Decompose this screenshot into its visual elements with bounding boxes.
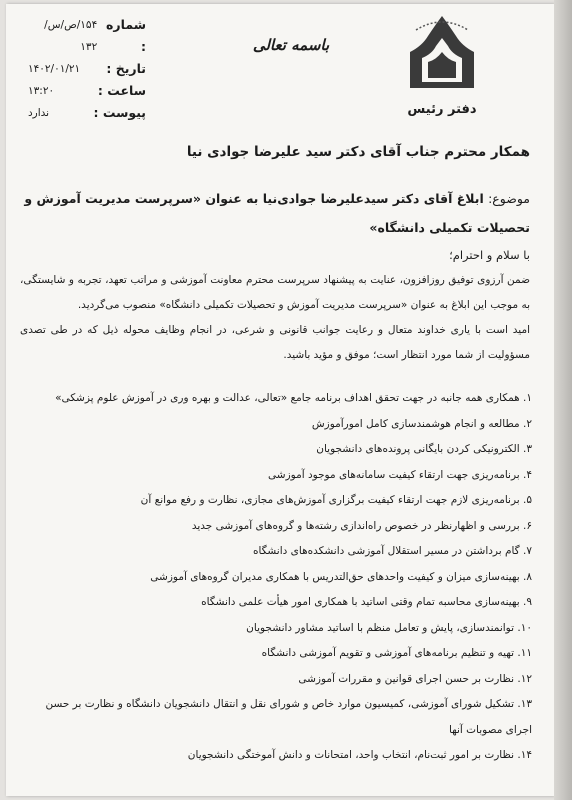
subject-label: موضوع: <box>488 191 530 206</box>
meta-value: ۱۳:۲۰ <box>28 85 55 97</box>
office-caption: دفتر رئیس <box>407 102 477 117</box>
list-item: ۴. برنامه‌ریزی جهت ارتقاء کیفیت سامانه‌های موجود آموزشی <box>268 468 532 481</box>
meta-date <box>28 58 146 80</box>
list-item: ۵. برنامه‌ریزی لازم جهت ارتقاء کیفیت برگزاری آموزش‌های مجازی، نظارت و رفع موانع آن <box>140 494 532 506</box>
list-item: ۷. گام برداشتن در مسیر استقلال آموزشی دانشکده‌های دانشگاه <box>252 545 532 557</box>
list-item: ۱۰. توانمندسازی، پایش و تعامل منظم با اساتید مشاور دانشجویان <box>246 621 532 634</box>
list-item: ۶. بررسی و اظهارنظر در خصوص راه‌اندازی رشته‌ها و گروه‌های آموزشی جدید <box>191 519 532 532</box>
list-item: ۹. بهینه‌سازی محاسبه تمام وقتی اساتید با همکاری امور هیأت علمی دانشگاه <box>201 596 532 608</box>
list-item: ۱. همکاری همه جانبه در جهت تحقق اهداف برنامه جامع «تعالی، عدالت و بهره وری در آموزش علوم پزشکی» <box>55 392 532 404</box>
meta-time <box>28 80 146 102</box>
duties-list <box>22 386 532 769</box>
paragraph-appointment: ضمن آرزوی توفیق روزافزون، عنایت به پیشنهاد سرپرست محترم معاونت آموزشی و مراتب تعهد، تجربه و شایستگی، به موجب این ابلاغ به عنوان «سرپرست مدیریت آموزش و تحصیلات تکمیلی دانشگاه» منصوب می‌گردید. <box>20 274 530 311</box>
meta-label: پیوست : <box>93 105 146 120</box>
meta-label: شماره : <box>106 17 146 54</box>
university-emblem-icon <box>394 12 490 96</box>
subject-line <box>24 184 530 242</box>
meta-attachment <box>28 102 146 124</box>
bismillah-heading: باسمه تعالی <box>252 36 330 54</box>
paragraph-wishes: امید است با یاری خداوند متعال و رعایت جوانب قانونی و شرعی، در انجام وظایف محوله ذیل که در طی تصدی مسؤولیت از شما مورد انتظار است؛ موفق و مؤید باشید. <box>20 324 530 361</box>
subject-text: ابلاغ آقای دکتر سیدعلیرضا جوادی‌نیا به عنوان «سرپرست مدیریت آموزش و تحصیلات تکمیلی دانشگاه» <box>24 191 530 235</box>
list-item: ۱۳. تشکیل شورای آموزشی، کمیسیون موارد خاص و شورای نقل و انتقال دانشجویان دانشگاه و نظارت بر حسن اجرای مصوبات آنها <box>45 698 532 736</box>
list-item: ۳. الکترونیکی کردن بایگانی پرونده‌های دانشجویان <box>316 443 532 455</box>
list-item: ۱۲. نظارت بر حسن اجرای قوانین و مقررات آموزشی <box>298 672 532 685</box>
meta-label: تاریخ : <box>106 61 146 76</box>
list-item: ۱۴. نظارت بر امور ثبت‌نام، انتخاب واحد، امتحانات و دانش آموختگی دانشجویان <box>187 749 532 761</box>
university-logo <box>394 12 490 117</box>
meta-label: ساعت : <box>97 83 146 98</box>
letter-sheet <box>6 4 554 796</box>
meta-value: ۱۴۰۲/۰۱/۲۱ <box>28 63 81 75</box>
meta-number <box>28 14 146 58</box>
meta-value: ندارد <box>28 107 50 119</box>
list-item: ۲. مطالعه و انجام هوشمندسازی کامل امورآموزش <box>311 417 532 430</box>
list-item: ۸. بهینه‌سازی میزان و کیفیت واحدهای حق‌التدریس با همکاری مدیران گروه‌های آموزشی <box>150 570 532 583</box>
binder-edge <box>554 0 572 800</box>
letter-meta <box>28 14 146 124</box>
meta-value: ۱۵۴/ص/س/۱۳۲ <box>44 19 98 53</box>
list-item: ۱۱. تهیه و تنظیم برنامه‌های آموزشی و تقویم آموزشی دانشگاه <box>261 647 532 659</box>
addressee: همکار محترم جناب آقای دکتر سید علیرضا جوادی نیا <box>186 144 530 160</box>
greeting: با سلام و احترام؛ <box>449 248 530 262</box>
